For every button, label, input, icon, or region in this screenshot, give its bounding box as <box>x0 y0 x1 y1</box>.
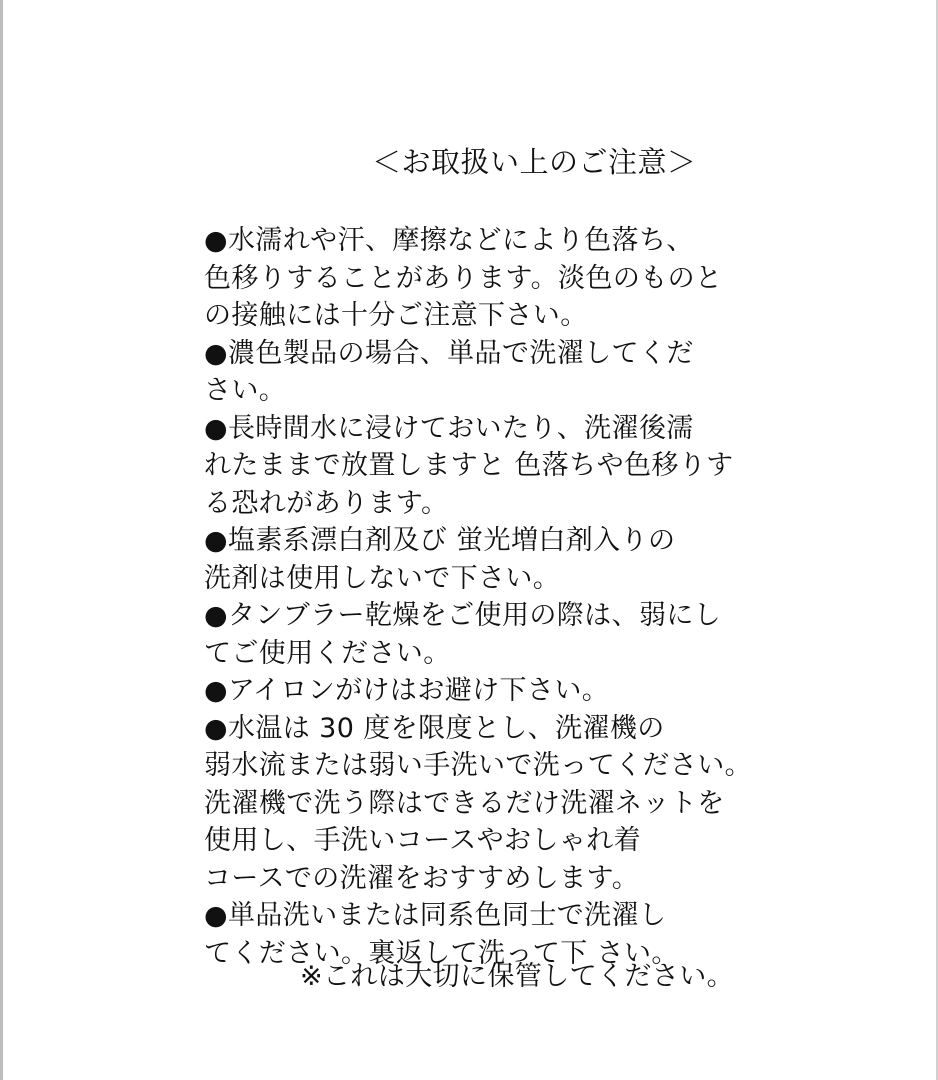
instruction-line: 洗剤は使用しないで下さい。 <box>204 562 561 594</box>
instruction-line: さい。 <box>204 375 287 406</box>
instruction-line: の接触には十分ご注意下さい。 <box>204 300 588 331</box>
instruction-line: 使用し、手洗いコースやおしゃれ着 <box>204 825 642 856</box>
instruction-line: る恐れがあります。 <box>204 487 449 519</box>
instruction-line: コースでの洗濯をおすすめします。 <box>204 862 640 894</box>
page-border-left <box>0 0 3 1080</box>
instruction-line: 洗濯機で洗う際はできるだけ洗濯ネットを <box>204 787 725 819</box>
instruction-line: 弱水流または弱い手洗いで洗ってください。 <box>204 750 752 781</box>
instruction-line: ●アイロンがけはお避け下さい。 <box>204 675 610 706</box>
storage-note: ※これは大切に保管してください。 <box>300 961 735 992</box>
instruction-line: れたままで放置しますと 色落ちや色移りす <box>204 450 734 481</box>
instruction-line: てください。裏返して洗って下 さい。 <box>204 937 679 969</box>
instruction-line: ●長時間水に浸けておいたり、洗濯後濡 <box>204 412 694 444</box>
instruction-line: ●水濡れや汗、摩擦などにより色落ち、 <box>204 225 694 256</box>
care-instructions <box>204 222 764 972</box>
instruction-line: ●タンブラー乾燥をご使用の際は、弱にし <box>204 600 722 631</box>
instruction-line: てご使用ください。 <box>204 637 451 669</box>
care-notice-title: ＜お取扱い上のご注意＞ <box>372 145 697 179</box>
instruction-line: ●塩素系漂白剤及び 蛍光増白剤入りの <box>204 525 676 556</box>
instruction-line: ●濃色製品の場合、単品で洗濯してくだ <box>204 337 694 369</box>
instruction-line: 色移りすることがあります。淡色のものと <box>204 262 723 294</box>
instruction-line: ●水温は 30 度を限度とし、洗濯機の <box>204 712 665 744</box>
instruction-line: ●単品洗いまたは同系色同士で洗濯し <box>204 900 667 931</box>
